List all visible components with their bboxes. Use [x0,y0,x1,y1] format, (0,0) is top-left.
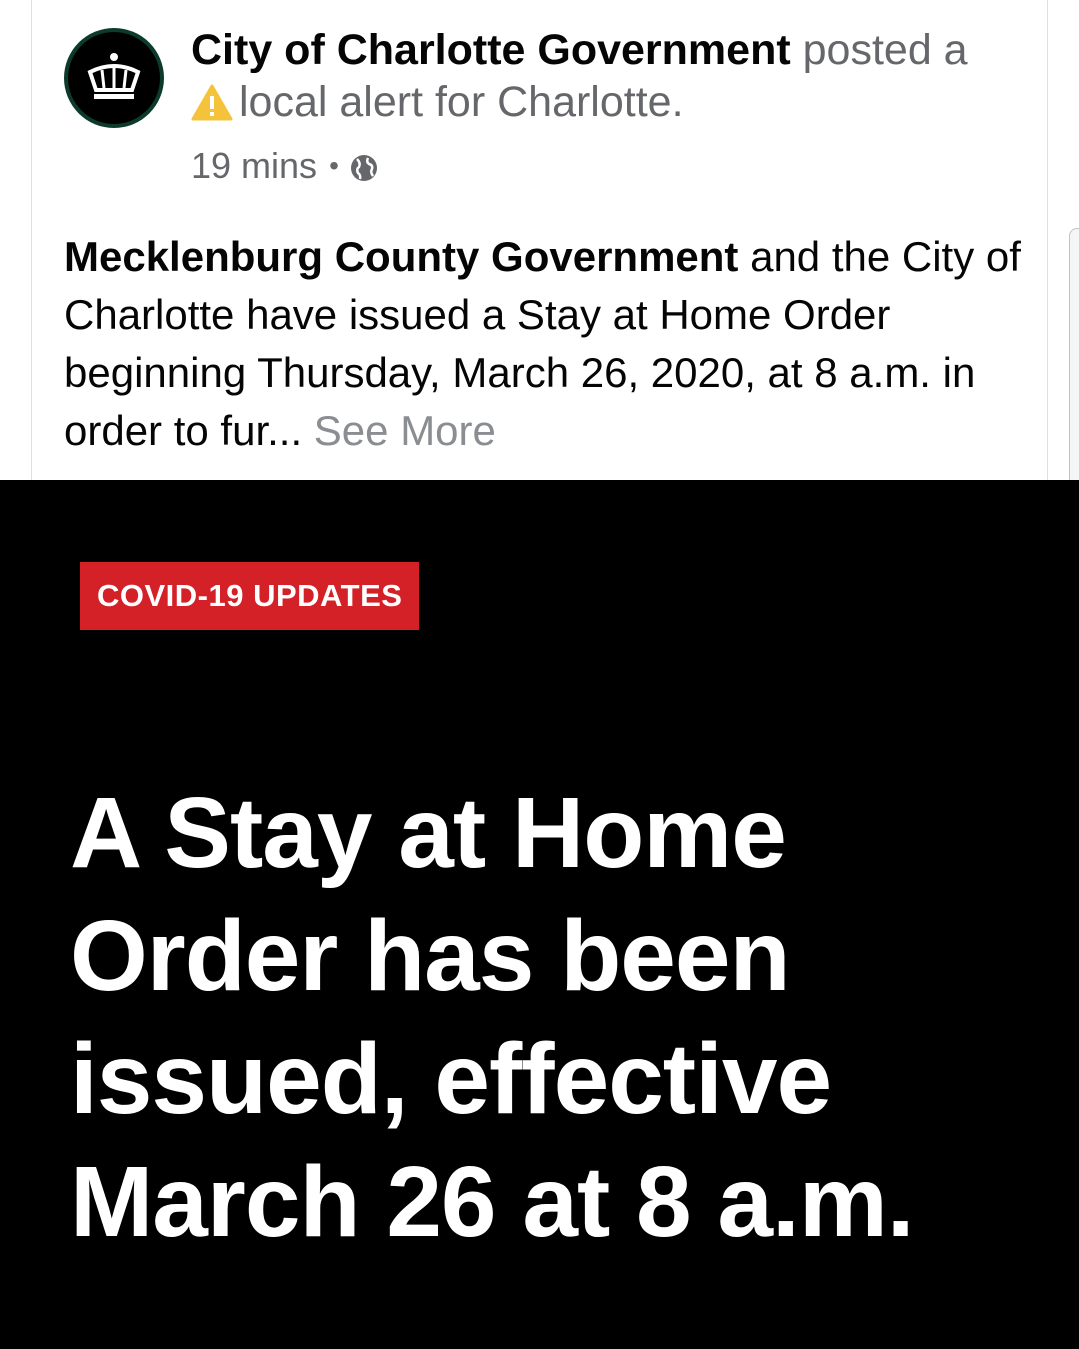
post-meta [191,144,379,188]
globe-icon[interactable] [349,144,379,188]
warning-icon [191,82,233,134]
avatar[interactable] [64,28,164,128]
post-image[interactable] [0,480,1079,1349]
post-body-text: and the City of Charlotte have issued a Stay at Home Order beginning Thursday, March 26, 2020, at 8 a.m. in order to fur... [64,233,1021,454]
separator: • [329,150,339,181]
covid-updates-tag: COVID-19 UPDATES [80,562,419,630]
card-border [31,0,32,480]
mention-link[interactable]: Mecklenburg County Government [64,233,739,280]
post-header [64,28,1044,188]
headline: A Stay at Home Order has been issued, effective March 26 at 8 a.m. [70,777,914,1258]
action-text: posted a [802,26,968,74]
alert-link[interactable]: local alert for Charlotte. [239,78,684,126]
post-title [191,24,1051,134]
author-name[interactable]: City of Charlotte Government [191,26,791,74]
post-body [64,228,1034,460]
crown-logo-icon [68,32,160,124]
see-more-link[interactable]: See More [313,407,496,454]
timestamp[interactable]: 19 mins [191,145,318,186]
